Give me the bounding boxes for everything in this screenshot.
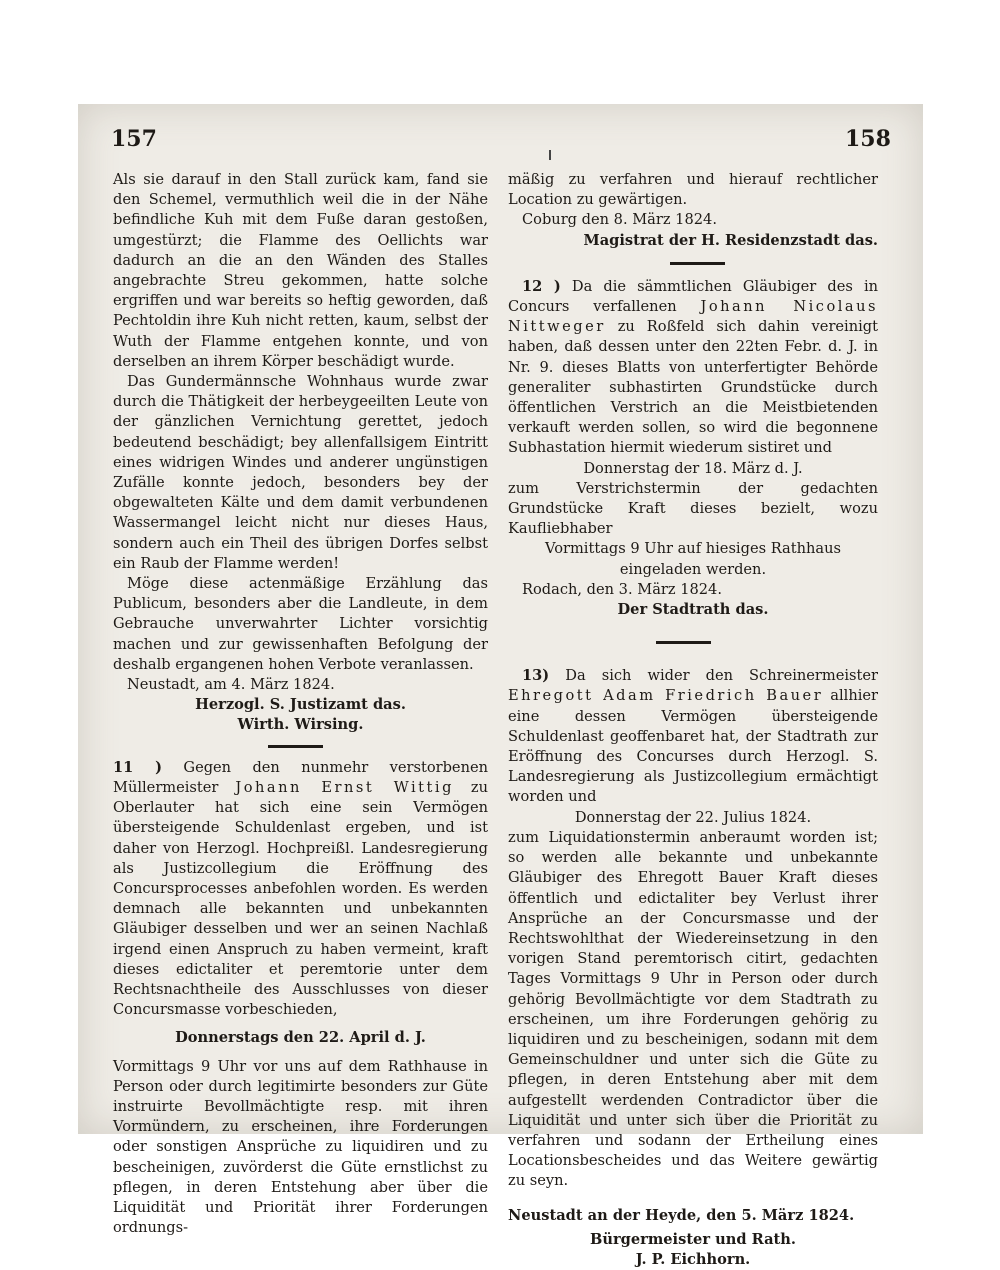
notice-11-date: Donnerstags den 22. April d. J. xyxy=(175,1029,426,1047)
notice-12-name: Johann Nicolaus Nittweger xyxy=(508,298,879,336)
intro-paragraph-3: Möge diese actenmäßige Erzählung das Publicum, besonders aber die Landleute, in dem Gebrauche unverwahrter Lichter vorsichtig machen und zur gewissenhaften Befolgung der deshalb ergangenen hohen Verbote veranlassen. xyxy=(113,575,488,673)
intro-place-date: Neustadt, am 4. März 1824. xyxy=(127,676,335,694)
right-column xyxy=(508,170,878,1270)
notice-13 xyxy=(508,666,878,807)
notice-12-time: Vormittags 9 Uhr auf hiesiges Rathhaus xyxy=(545,540,841,558)
page-number-right: 158 xyxy=(845,126,891,152)
notice-12-number: 12 ) xyxy=(522,277,561,295)
notice-11-text-a: Gegen den nunmehr verstorbenen Müllermeister xyxy=(113,758,489,796)
notice-12-place-date: Rodach, den 3. März 1824. xyxy=(522,580,722,598)
notice-12-text-b: zu Roßfeld sich dahin vereinigt haben, daß dessen unter den 22ten Febr. d. J. in Nr. 9. dieses Blatts von unterfertigter Behörde generaliter subhastirten Grundstücke durch öffentlichen Verstrich an die Meistbietenden verkauft werden sollen, so wird die begonnene Subhastation hiermit wiederum sistiret und xyxy=(508,318,878,457)
notice-13-number: 13) xyxy=(522,667,550,685)
notice-13-signature-council: Bürgermeister und Rath. xyxy=(590,1230,796,1248)
notice-13-text-b: allhier eine dessen Vermögen übersteigende Schuldenlast geoffenbaret hat, der Stadtrath zur Eröffnung des Concurses durch Herzogl. S. Landesregierung als Justizcollegium ermächtigt worden und xyxy=(508,687,878,806)
notice-12-date: Donnerstag der 18. März d. J. xyxy=(583,459,803,477)
separator-rule-2 xyxy=(508,251,878,277)
notice-12-signature: Der Stadtrath das. xyxy=(617,601,769,619)
intro-signature-names: Wirth. Wirsing. xyxy=(237,716,364,734)
notice-12-invite: eingeladen werden. xyxy=(619,560,767,578)
notice-11 xyxy=(113,758,488,1021)
notice-13-text-a: Da sich wider den Schreinermeister xyxy=(565,667,879,685)
notice-11-text-c: Vormittags 9 Uhr vor uns auf dem Rathhause in Person oder durch legitimirte besonders zur Güte instruirte Bevollmächtigte resp. mit ihren Vormündern, zu erscheinen, ihre Forderungen oder sonstigen Ansprüche zu liquidiren und zu bescheinigen, zuvörderst die Güte ernstlichst zu pflegen, in deren Entstehung aber über die Liquidität und Priorität ihrer Forderungen ordnungs- xyxy=(113,1057,488,1237)
notice-13-name: Ehregott Adam Friedrich Bauer xyxy=(508,687,824,705)
separator-rule-3 xyxy=(508,620,878,666)
notice-13-text-c: zum Liquidationstermin anberaumt worden ist; so werden alle bekannte und unbekannte Gläubiger des Ehregott Bauer Kraft dieses öffentlich und edictaliter bey Verlust ihrer Ansprüche an der Concursmasse und der Rechtswohlthat der Wiedereinsetzung in den vorigen Stand peremtorisch citirt, gedachten Tages Vormittags 9 Uhr in Person oder durch gehörig Bevollmächtigte vor dem Stadtrath zu erscheinen, um ihre Forderungen gehörig zu liquidiren und zu bescheinigen, sodann mit dem Gemeinschuldner und unter sich die Güte zu pflegen, in deren Entstehung aber mit dem aufgestellt werdenden Contradictor über die Liquidität und unter sich über die Priorität zu verfahren und sodann der Ertheilung eines Locationsbescheides und das Weitere gewärtig zu seyn. xyxy=(508,828,878,1190)
notice-12-text-a: Da die sämmtlichen Gläubiger des in Concurs verfallenen xyxy=(508,277,879,316)
intro-signature-office: Herzogl. S. Justizamt das. xyxy=(195,696,406,714)
notice-11-text-b: zu Oberlauter hat sich eine sein Vermögen übersteigende Schuldenlast ergeben, und ist daher von Herzogl. Hochpreißl. Landesregierung als Justizcollegium die Eröffnung des Concursprocesses anbefohlen worden. Es werden demnach alle bekannten und unbekannten Gläubiger desselben und wer an seinen Nachlaß irgend einen Anspruch zu haben vermeint, kraft dieses edictaliter et peremtorie unter dem Rechtsnachtheile des Ausschlusses von dieser Concursmasse vorbeschieden, xyxy=(113,778,488,1019)
continued-signature: Magistrat der H. Residenzstadt das. xyxy=(583,231,878,249)
notice-13-signature-name: J. P. Eichhorn. xyxy=(635,1250,751,1268)
continued-text: mäßig zu verfahren und hierauf rechtlicher Location zu gewärtigen. xyxy=(508,171,878,209)
page-fold-mark xyxy=(549,150,551,160)
notice-11-number: 11 ) xyxy=(113,758,163,776)
intro-paragraph-1: Als sie darauf in den Stall zurück kam, fand sie den Schemel, vermuthlich weil die in der Nähe befindliche Kuh mit dem Fuße daran gestoßen, umgestürzt; die Flamme des Oellichts war dadurch an die an den Wänden des Stalles angebrachte Streu gekommen, hatte solche ergriffen und war bereits so heftig geworden, daß Pechtoldin ihre Kuh nicht retten, kaum, selbst der Wuth der Flamme entgehen konnte, und von derselben an ihrem Körper beschädigt wurde. xyxy=(113,171,488,370)
notice-12-text-c: zum Verstrichstermin der gedachten Grundstücke Kraft dieses bezielt, wozu Kaufliebhaber xyxy=(508,479,878,538)
intro-paragraph-2: Das Gundermännsche Wohnhaus wurde zwar durch die Thätigkeit der herbeygeeilten Leute von der gänzlichen Vernichtung gerettet, jedoch bedeutend beschädigt; bey allenfallsigem Eintritt eines widrigen Windes und anderer ungünstigen Zufälle konnte jedoch, besonders bey der obgewalteten Kälte und dem damit verbundenen Wassermangel leicht nicht nur dieses Haus, sondern auch ein Theil des übrigen Dorfes selbst ein Raub der Flamme werden! xyxy=(113,373,488,572)
notice-13-place-date: Neustadt an der Heyde, den 5. März 1824. xyxy=(508,1206,855,1224)
notice-11-name: Johann Ernst Wittig xyxy=(235,778,454,796)
page-number-left: 157 xyxy=(111,126,157,152)
notice-13-date: Donnerstag der 22. Julius 1824. xyxy=(574,808,812,826)
left-column xyxy=(113,170,488,1238)
separator-rule-1 xyxy=(113,736,488,758)
notice-12 xyxy=(508,277,878,459)
continued-place-date: Coburg den 8. März 1824. xyxy=(522,211,717,229)
